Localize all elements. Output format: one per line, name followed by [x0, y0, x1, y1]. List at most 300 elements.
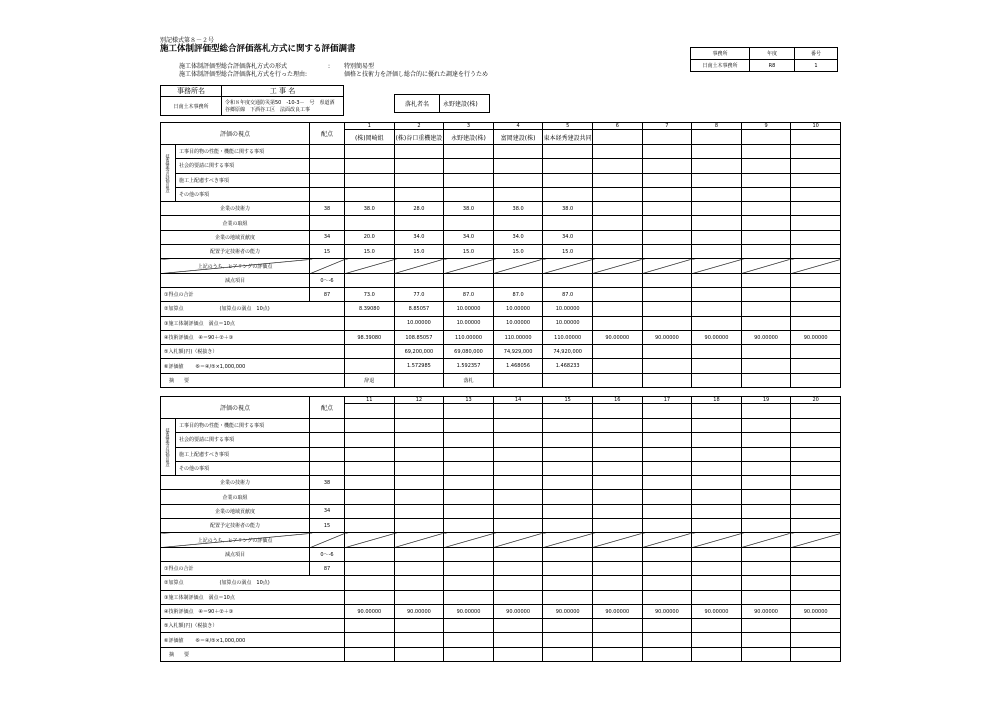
score-cell: 15.0	[493, 245, 543, 259]
score-cell	[592, 216, 642, 230]
score-cell: 34.0	[394, 230, 444, 244]
score-cell	[345, 576, 395, 590]
score-cell	[791, 273, 841, 287]
score-cell	[444, 259, 494, 273]
score-cell: 90.00000	[741, 330, 791, 344]
bidder-number: 18	[692, 397, 742, 404]
meta-year-value: R8	[750, 60, 795, 72]
score-cell	[692, 173, 742, 187]
score-cell	[345, 145, 395, 159]
bidder-number: 11	[345, 397, 395, 404]
score-cell: 20.0	[345, 230, 395, 244]
score-cell: 10.00000	[543, 316, 593, 330]
score-cell	[692, 576, 742, 590]
score-cell	[791, 476, 841, 490]
score-cell: 8.39080	[345, 302, 395, 316]
score-cell: 69,080,000	[444, 345, 494, 359]
score-cell	[791, 216, 841, 230]
score-cell: 8.85057	[394, 302, 444, 316]
score-cell	[394, 533, 444, 547]
score-cell: 辞退	[345, 373, 395, 387]
row-additional-max: (加算点の満点 10点)	[219, 306, 270, 313]
row-other: その他の事項	[176, 187, 310, 201]
score-cell	[642, 345, 692, 359]
row-evaluation-value: ⑥評価値	[164, 363, 184, 370]
score-cell	[642, 159, 692, 173]
score-cell	[444, 533, 494, 547]
score-cell	[642, 490, 692, 504]
score-cell	[791, 590, 841, 604]
score-cell	[692, 273, 742, 287]
score-cell	[493, 633, 543, 647]
score-cell	[394, 576, 444, 590]
score-cell	[394, 561, 444, 575]
score-cell	[741, 359, 791, 373]
score-cell	[394, 590, 444, 604]
score-cell	[692, 461, 742, 475]
score-cell: 15.0	[543, 245, 593, 259]
score-cell	[692, 447, 742, 461]
score-cell	[741, 461, 791, 475]
score-cell	[543, 476, 593, 490]
bidder-name	[592, 404, 642, 419]
bidder-number: 3	[444, 123, 494, 130]
score-cell	[791, 433, 841, 447]
score-cell	[493, 547, 543, 561]
score-cell	[592, 461, 642, 475]
form-number: 別記様式第８－２号	[160, 37, 215, 44]
score-cell	[345, 419, 395, 433]
score-cell	[543, 590, 593, 604]
score-cell	[741, 476, 791, 490]
score-cell	[543, 561, 593, 575]
score-cell	[692, 345, 742, 359]
winning-bidder-table	[394, 94, 490, 113]
score-cell	[642, 447, 692, 461]
score-cell: 90.00000	[692, 330, 742, 344]
score-cell: 38.0	[493, 202, 543, 216]
score-cell	[692, 547, 742, 561]
score-cell	[592, 159, 642, 173]
score-cell	[592, 476, 642, 490]
score-cell	[394, 547, 444, 561]
score-cell	[543, 173, 593, 187]
score-cell	[692, 159, 742, 173]
bidder-name	[741, 130, 791, 145]
score-cell	[543, 273, 593, 287]
score-cell	[592, 316, 642, 330]
score-cell	[345, 619, 395, 633]
score-cell	[493, 476, 543, 490]
score-cell	[741, 202, 791, 216]
score-cell	[493, 461, 543, 475]
winning-bidder-label: 落札者名	[395, 95, 440, 113]
score-cell	[592, 419, 642, 433]
score-cell	[642, 433, 692, 447]
score-cell	[345, 590, 395, 604]
score-cell: 38.0	[444, 202, 494, 216]
row-deduction: 減点項目	[161, 273, 310, 287]
score-cell: 90.00000	[791, 604, 841, 618]
score-cell	[394, 519, 444, 533]
score-cell: 110.00000	[444, 330, 494, 344]
score-cell	[543, 633, 593, 647]
bidder-name	[493, 404, 543, 419]
score-cell	[791, 576, 841, 590]
score-cell	[345, 447, 395, 461]
score-cell	[592, 576, 642, 590]
score-cell	[394, 647, 444, 661]
bidder-number: 14	[493, 397, 543, 404]
score-cell	[493, 647, 543, 661]
score-cell	[444, 647, 494, 661]
score-cell	[791, 447, 841, 461]
score-cell	[692, 316, 742, 330]
score-cell	[741, 519, 791, 533]
score-cell	[642, 359, 692, 373]
score-cell	[543, 490, 593, 504]
score-cell	[741, 259, 791, 273]
score-cell	[741, 433, 791, 447]
score-cell	[493, 619, 543, 633]
format-separator: :	[328, 63, 331, 70]
score-cell	[791, 647, 841, 661]
bidder-number: 17	[642, 397, 692, 404]
score-cell	[692, 504, 742, 518]
row-tech-ability: 企業の技術力	[161, 202, 310, 216]
row-additional-score-2: ②加算点	[164, 580, 184, 587]
score-cell	[791, 230, 841, 244]
score-cell: 90.00000	[444, 604, 494, 618]
score-cell	[642, 561, 692, 575]
score-cell	[741, 373, 791, 387]
score-cell	[543, 447, 593, 461]
score-cell	[592, 504, 642, 518]
score-cell	[791, 619, 841, 633]
score-cell	[543, 461, 593, 475]
score-cell: 90.00000	[642, 330, 692, 344]
score-cell	[642, 316, 692, 330]
score-cell	[394, 476, 444, 490]
score-cell: 10.00000	[394, 316, 444, 330]
score-cell: 90.00000	[692, 604, 742, 618]
score-cell	[642, 187, 692, 201]
score-cell: 74,929,000	[493, 345, 543, 359]
bidder-number: 12	[394, 397, 444, 404]
row-additional-max-2: (加算点の満点 10点)	[219, 580, 270, 587]
score-cell	[345, 345, 395, 359]
score-cell: 90.00000	[642, 604, 692, 618]
score-cell	[592, 245, 642, 259]
score-cell	[444, 490, 494, 504]
score-cell: 69,200,000	[394, 345, 444, 359]
score-cell	[394, 419, 444, 433]
evaluation-table-2	[160, 396, 841, 662]
score-cell	[791, 359, 841, 373]
points-engineer: 15	[310, 245, 345, 259]
score-cell	[741, 245, 791, 259]
winning-bidder-value: 永野建設(株)	[440, 95, 490, 113]
score-cell: 10.00000	[493, 316, 543, 330]
score-cell: 87.0	[543, 287, 593, 301]
row-structure-score: ③施工体制評価点 満点＝10点	[161, 316, 345, 330]
score-cell	[642, 533, 692, 547]
points-tech-ability-2: 38	[310, 476, 345, 490]
score-cell	[493, 159, 543, 173]
score-cell	[444, 461, 494, 475]
score-cell: 1.592357	[444, 359, 494, 373]
score-cell	[493, 447, 543, 461]
score-cell	[345, 633, 395, 647]
score-cell: 1.468233	[543, 359, 593, 373]
score-cell	[345, 359, 395, 373]
bidder-name: 永野建設(株)	[444, 130, 494, 145]
proposal-side-label-2: 技術提案等の評価の視点	[161, 419, 176, 476]
score-cell	[741, 490, 791, 504]
score-cell	[791, 202, 841, 216]
score-cell	[345, 476, 395, 490]
viewpoint-header: 評価の視点	[161, 123, 310, 145]
score-cell	[444, 504, 494, 518]
score-cell	[394, 619, 444, 633]
proposal-side-label: 技術提案等の評価の視点	[161, 145, 176, 202]
score-cell: 90.00000	[543, 604, 593, 618]
row-bid-amount: ⑤入札額(円)（税抜き）	[161, 345, 345, 359]
score-cell: 15.0	[394, 245, 444, 259]
score-cell	[543, 216, 593, 230]
score-cell: 38.0	[345, 202, 395, 216]
row-performance: 工事目的物の性能・機能に関する事項	[176, 145, 310, 159]
score-cell	[592, 145, 642, 159]
score-cell	[642, 273, 692, 287]
score-cell	[345, 490, 395, 504]
score-cell	[444, 273, 494, 287]
bidder-number: 5	[543, 123, 593, 130]
row-regional: 企業の地域貢献度	[161, 230, 310, 244]
score-cell	[345, 647, 395, 661]
score-cell	[692, 433, 742, 447]
score-cell	[543, 259, 593, 273]
row-additional-score: ②加算点	[164, 306, 184, 313]
document-title: 施工体制評価型総合評価落札方式に関する評価調書	[160, 44, 356, 54]
bidder-number: 4	[493, 123, 543, 130]
bidder-number: 8	[692, 123, 742, 130]
score-cell: 90.00000	[345, 604, 395, 618]
score-cell: 110.00000	[543, 330, 593, 344]
score-cell	[741, 302, 791, 316]
row-technical-score-2: ④技術評価点 ④＝90＋②＋③	[161, 604, 345, 618]
score-cell	[592, 273, 642, 287]
row-evaluation-formula-2: ⑥＝④/⑤×1,000,000	[195, 637, 246, 644]
score-cell	[345, 433, 395, 447]
viewpoint-header-2: 評価の視点	[161, 397, 310, 419]
bidder-name: 東本経秀建設共同	[543, 130, 593, 145]
score-cell	[493, 576, 543, 590]
score-cell	[444, 216, 494, 230]
score-cell	[692, 230, 742, 244]
score-cell	[493, 561, 543, 575]
score-cell: 87.0	[444, 287, 494, 301]
score-cell	[692, 419, 742, 433]
score-cell	[592, 647, 642, 661]
score-cell	[493, 259, 543, 273]
row-initiative-2: 企業の取組	[161, 490, 310, 504]
score-cell	[741, 633, 791, 647]
score-cell	[692, 633, 742, 647]
score-cell	[791, 419, 841, 433]
score-cell	[543, 533, 593, 547]
score-cell	[394, 433, 444, 447]
score-cell	[493, 273, 543, 287]
score-cell	[692, 647, 742, 661]
score-cell	[394, 273, 444, 287]
score-cell	[345, 547, 395, 561]
bidder-name: 富岡建設(株)	[493, 130, 543, 145]
bidder-name	[543, 404, 593, 419]
row-initiative: 企業の取組	[161, 216, 310, 230]
reason-value: 価格と技術力を評価し総合的に優れた調達を行うため	[344, 71, 489, 78]
score-cell	[642, 202, 692, 216]
score-cell	[543, 433, 593, 447]
score-cell	[493, 187, 543, 201]
score-cell	[692, 359, 742, 373]
row-remarks: 摘 要	[161, 373, 345, 387]
score-cell	[791, 461, 841, 475]
score-cell: 34.0	[543, 230, 593, 244]
bidder-name	[692, 404, 742, 419]
score-cell	[345, 533, 395, 547]
score-cell	[493, 490, 543, 504]
score-cell	[592, 519, 642, 533]
score-cell	[791, 159, 841, 173]
score-cell	[444, 619, 494, 633]
score-cell: 10.00000	[493, 302, 543, 316]
bidder-number: 13	[444, 397, 494, 404]
score-cell	[345, 273, 395, 287]
bidder-name: (株)谷口重機建設	[394, 130, 444, 145]
score-cell	[592, 187, 642, 201]
score-cell	[741, 447, 791, 461]
bidder-name	[394, 404, 444, 419]
score-cell: 74,920,000	[543, 345, 593, 359]
score-cell	[493, 519, 543, 533]
score-cell	[394, 490, 444, 504]
score-cell	[642, 504, 692, 518]
score-cell: 10.00000	[444, 316, 494, 330]
score-cell	[791, 245, 841, 259]
score-cell	[741, 345, 791, 359]
score-cell	[791, 173, 841, 187]
score-cell	[345, 461, 395, 475]
score-cell	[493, 373, 543, 387]
score-cell	[592, 302, 642, 316]
score-cell	[692, 476, 742, 490]
score-cell: 98.39080	[345, 330, 395, 344]
score-cell	[642, 547, 692, 561]
score-cell	[444, 159, 494, 173]
score-cell: 90.00000	[791, 330, 841, 344]
row-total-score: ①得点の合計	[161, 287, 310, 301]
score-cell	[493, 173, 543, 187]
project-name-line1: 令和８年度交通防災第50 -10-3－ 号 県道酒	[225, 100, 335, 106]
score-cell	[592, 533, 642, 547]
score-cell	[394, 173, 444, 187]
score-cell	[345, 216, 395, 230]
score-cell: 15.0	[444, 245, 494, 259]
bidder-number: 19	[741, 397, 791, 404]
score-cell	[791, 373, 841, 387]
score-cell	[345, 519, 395, 533]
score-cell	[692, 245, 742, 259]
score-cell	[543, 647, 593, 661]
score-cell	[741, 287, 791, 301]
score-cell	[543, 519, 593, 533]
score-cell: 73.0	[345, 287, 395, 301]
score-cell	[444, 547, 494, 561]
score-cell	[444, 576, 494, 590]
points-regional: 34	[310, 230, 345, 244]
score-cell	[692, 202, 742, 216]
meta-office-value: 日南土木事務所	[691, 60, 750, 72]
row-hearing: 上記のうち、ヒアリングの評価点	[161, 259, 310, 273]
score-cell	[642, 373, 692, 387]
format-value: 特別簡易型	[344, 63, 375, 70]
score-cell	[444, 187, 494, 201]
score-cell	[345, 561, 395, 575]
bidder-number: 1	[345, 123, 395, 130]
bidder-number: 10	[791, 123, 841, 130]
row-technical-score: ④技術評価点 ④＝90＋②＋③	[161, 330, 345, 344]
project-table	[160, 85, 344, 116]
score-cell	[692, 145, 742, 159]
score-cell	[642, 619, 692, 633]
row-construction-2: 施工上配慮すべき事項	[176, 447, 310, 461]
score-cell	[394, 159, 444, 173]
score-cell	[741, 419, 791, 433]
score-cell	[791, 287, 841, 301]
score-cell	[741, 230, 791, 244]
score-cell	[592, 359, 642, 373]
score-cell	[394, 447, 444, 461]
score-cell: 28.0	[394, 202, 444, 216]
score-cell	[642, 216, 692, 230]
score-cell	[741, 273, 791, 287]
row-remarks-2: 摘 要	[161, 647, 345, 661]
score-cell	[444, 561, 494, 575]
meta-table	[690, 47, 838, 72]
score-cell	[642, 245, 692, 259]
score-cell	[741, 316, 791, 330]
score-cell	[345, 173, 395, 187]
score-cell	[592, 633, 642, 647]
score-cell	[692, 302, 742, 316]
points-total: 87	[310, 287, 345, 301]
score-cell	[692, 490, 742, 504]
score-cell: 87.0	[493, 287, 543, 301]
score-cell	[642, 519, 692, 533]
score-cell	[444, 519, 494, 533]
score-cell	[493, 590, 543, 604]
bidder-name	[692, 130, 742, 145]
score-cell: 90.00000	[394, 604, 444, 618]
score-cell	[692, 287, 742, 301]
score-cell	[394, 373, 444, 387]
score-cell	[394, 633, 444, 647]
score-cell	[592, 287, 642, 301]
score-cell	[642, 173, 692, 187]
score-cell	[444, 145, 494, 159]
score-cell	[692, 373, 742, 387]
